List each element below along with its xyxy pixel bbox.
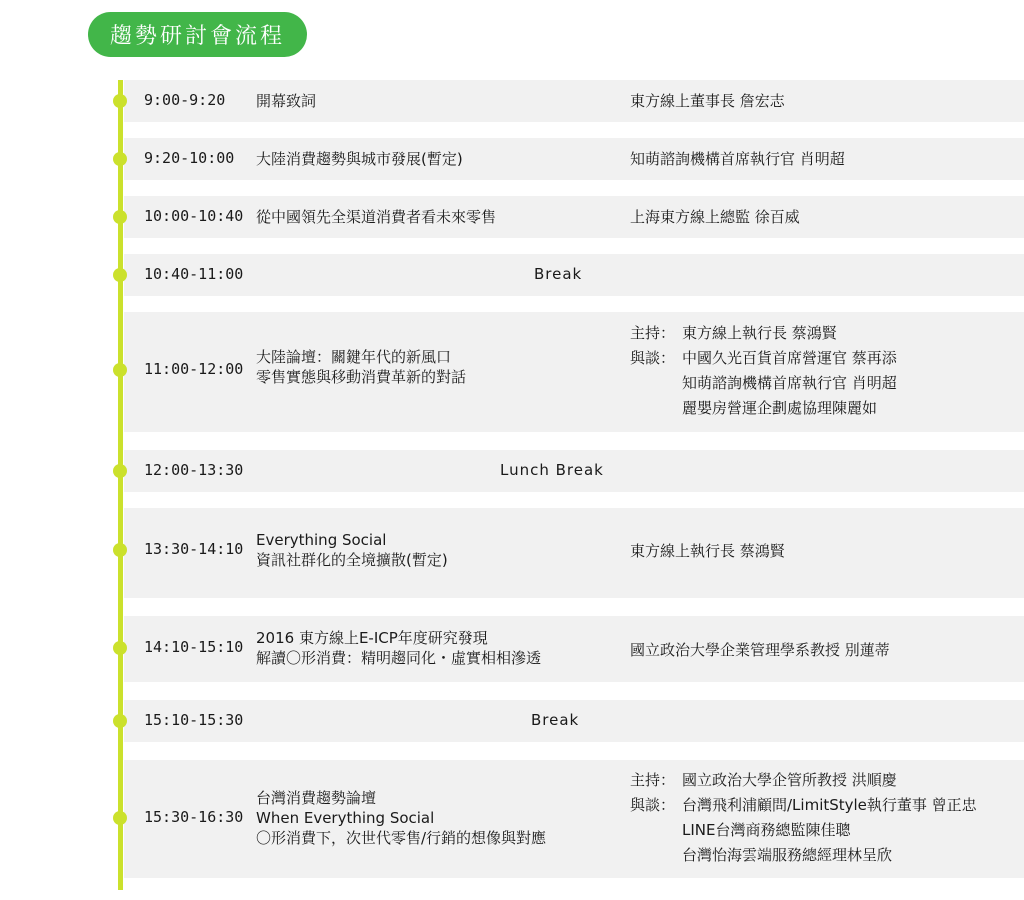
break-label: Lunch Break xyxy=(500,461,604,479)
session-time: 10:40-11:00 xyxy=(144,265,244,283)
host-line xyxy=(630,321,897,346)
session-topic: 大陸消費趨勢與城市發展(暫定) xyxy=(256,150,463,168)
panelist: 麗嬰房營運企劃處協理陳麗如 xyxy=(682,399,878,417)
timeline-dot xyxy=(113,210,127,224)
topic-line: 台灣消費趨勢論壇 xyxy=(256,789,377,807)
session-time: 9:20-10:00 xyxy=(144,149,235,167)
host-label: 主持： xyxy=(630,324,676,342)
timeline-dot xyxy=(113,641,127,655)
panelist: 中國久光百貨首席營運官 蔡再添 xyxy=(682,349,897,367)
break-label: Break xyxy=(531,711,580,729)
panel-line xyxy=(630,371,897,396)
timeline-dot xyxy=(113,543,127,557)
session-topic xyxy=(256,347,466,387)
host-name: 東方線上執行長 蔡鴻賢 xyxy=(682,324,837,342)
timeline-dot xyxy=(113,152,127,166)
session-speaker: 國立政治大學企業管理學系教授 別蓮蒂 xyxy=(630,641,890,659)
session-speaker: 上海東方線上總監 徐百威 xyxy=(630,208,800,226)
topic-line: 2016 東方線上E-ICP年度研究發現 xyxy=(256,629,488,647)
panel-label: 與談： xyxy=(630,796,676,814)
session-topic: 從中國領先全渠道消費者看未來零售 xyxy=(256,208,497,226)
session-speakers xyxy=(630,321,897,421)
topic-line: 零售實態與移動消費革新的對話 xyxy=(256,368,467,386)
timeline-dot xyxy=(113,363,127,377)
page-title: 趨勢研討會流程 xyxy=(88,12,307,57)
topic-line: 解讀〇形消費：精明趨同化・虛實相相滲透 xyxy=(256,649,542,667)
session-topic xyxy=(256,628,541,668)
session-topic xyxy=(256,788,546,848)
session-speaker: 知萌諮詢機構首席執行官 肖明超 xyxy=(630,150,845,168)
timeline-dot xyxy=(113,714,127,728)
session-speaker: 東方線上執行長 蔡鴻賢 xyxy=(630,542,785,560)
session-time: 11:00-12:00 xyxy=(144,360,244,378)
panel-label: 與談： xyxy=(630,349,676,367)
host-line xyxy=(630,768,977,793)
panelist: 台灣怡海雲端服務總經理林呈欣 xyxy=(682,846,893,864)
panel-line xyxy=(630,843,977,868)
timeline-line xyxy=(118,80,123,890)
session-topic xyxy=(256,530,448,570)
session-time: 15:30-16:30 xyxy=(144,808,244,826)
host-name: 國立政治大學企管所教授 洪順慶 xyxy=(682,771,897,789)
session-time: 13:30-14:10 xyxy=(144,540,244,558)
topic-line: 資訊社群化的全境擴散(暫定) xyxy=(256,551,448,569)
panel-line xyxy=(630,396,897,421)
timeline-dot xyxy=(113,464,127,478)
host-label: 主持： xyxy=(630,771,676,789)
topic-line: 大陸論壇：關鍵年代的新風口 xyxy=(256,348,452,366)
timeline-dot xyxy=(113,94,127,108)
panelist: 台灣飛利浦顧問/LimitStyle執行董事 曾正忠 xyxy=(682,796,977,814)
session-time: 15:10-15:30 xyxy=(144,711,244,729)
panel-line xyxy=(630,818,977,843)
panelist: LINE台灣商務總監陳佳聰 xyxy=(682,821,851,839)
panel-line xyxy=(630,346,897,371)
session-topic: 開幕致詞 xyxy=(256,92,317,110)
topic-line: When Everything Social xyxy=(256,809,435,827)
session-time: 12:00-13:30 xyxy=(144,461,244,479)
session-speakers xyxy=(630,768,977,868)
panel-line xyxy=(630,793,977,818)
session-time: 9:00-9:20 xyxy=(144,91,226,109)
timeline-dot xyxy=(113,268,127,282)
topic-line: Everything Social xyxy=(256,531,387,549)
break-label: Break xyxy=(534,265,583,283)
panelist: 知萌諮詢機構首席執行官 肖明超 xyxy=(682,374,897,392)
session-time: 14:10-15:10 xyxy=(144,638,244,656)
timeline-dot xyxy=(113,811,127,825)
topic-line: 〇形消費下，次世代零售/行銷的想像與對應 xyxy=(256,829,547,847)
session-speaker: 東方線上董事長 詹宏志 xyxy=(630,92,785,110)
session-time: 10:00-10:40 xyxy=(144,207,244,225)
